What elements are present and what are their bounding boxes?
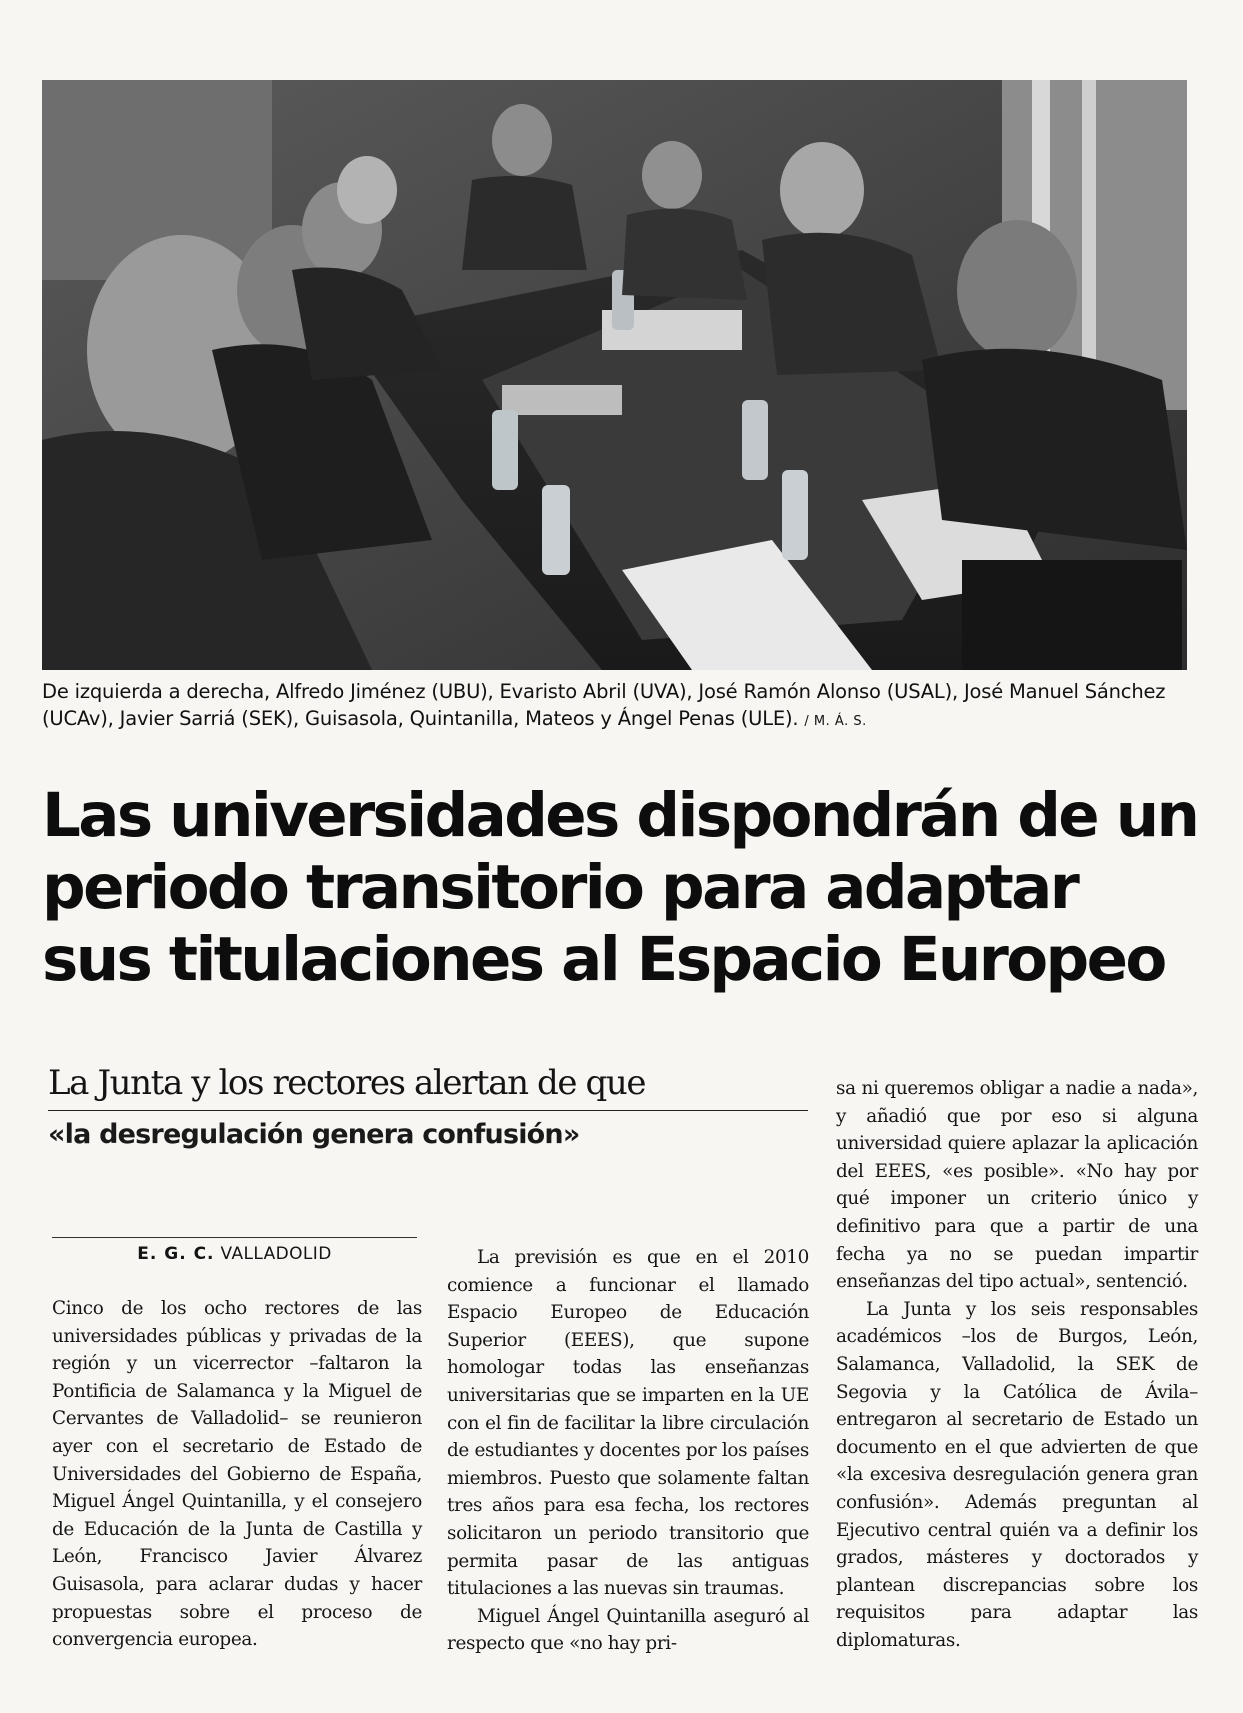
byline <box>52 1237 417 1264</box>
paragraph: La Junta y los seis responsables académicos –los de Burgos, León, Salamanca, Valladolid, la SEK de Segovia y la Católica de Ávila– entregaron al secretario de Estado un documento en el que advierten de que «la excesiva desregulación genera gran confusión». Además preguntan al Ejecutivo central quién va a definir los grados, másteres y doctorados y plantean discrepancias sobre los requisitos para adaptar las diplomaturas. <box>836 1298 1198 1651</box>
photo-credit: / M. Á. S. <box>804 714 867 729</box>
subhead-line-2: «la desregulación genera confusión» <box>48 1119 580 1150</box>
caption-text: De izquierda a derecha, Alfredo Jiménez (UBU), Evaristo Abril (UVA), José Ramón Alonso (USAL), José Manuel Sánchez (UCAv), Javier Sarriá (SEK), Guisasola, Quintanilla, Mateos y Ángel Penas (ULE). <box>42 680 1166 730</box>
paragraph: La previsión es que en el 2010 comience a funcionar el llamado Espacio Europeo de Educación Superior (EEES), que supone homologar todas las enseñanzas universitarias que se imparten en la UE con el fin de facilitar la libre circulación de estudiantes y docentes por los países miembros. Puesto que solamente faltan tres años para esa fecha, los rectores solicitaron un periodo transitorio que permita pasar de las antiguas titulaciones a las nuevas sin traumas. <box>447 1247 809 1600</box>
body-column-1 <box>52 1295 422 1654</box>
headline: Las universidades dispondrán de un periodo transitorio para adaptar sus titulaciones al Espacio Europeo <box>42 780 1198 995</box>
paragraph: Cinco de los ocho rectores de las universidades públicas y privadas de la región y un vicerrector –faltaron la Pontificia de Salamanca y la Miguel de Cervantes de Valladolid– se reunieron ayer con el secretario de Estado de Universidades del Gobierno de España, Miguel Ángel Quintanilla, y el consejero de Educación de la Junta de Castilla y León, Francisco Javier Álvarez Guisasola, para aclarar dudas y hacer propuestas sobre el proceso de convergencia europea. <box>52 1298 422 1651</box>
subhead-line-1: La Junta y los rectores alertan de que <box>48 1062 808 1111</box>
paragraph: sa ni queremos obligar a nadie a nada», y añadió que por eso si alguna universidad quiere aplazar la aplicación del EEES, «es posible». «No hay por qué imponer un criterio único y definitivo para que a partir de una fecha ya no se puedan impartir enseñanzas del tipo actual», sentenció. <box>836 1078 1198 1293</box>
byline-author: E. G. C. <box>137 1244 215 1264</box>
photo-caption <box>42 678 1192 735</box>
paragraph: Miguel Ángel Quintanilla aseguró al respecto que «no hay pri- <box>447 1605 809 1655</box>
body-column-2 <box>447 1244 809 1658</box>
news-photo <box>42 80 1187 670</box>
meeting-photo-icon <box>42 80 1187 670</box>
subheadline <box>48 1062 808 1155</box>
body-column-3 <box>836 1075 1198 1654</box>
byline-location: VALLADOLID <box>220 1244 332 1264</box>
